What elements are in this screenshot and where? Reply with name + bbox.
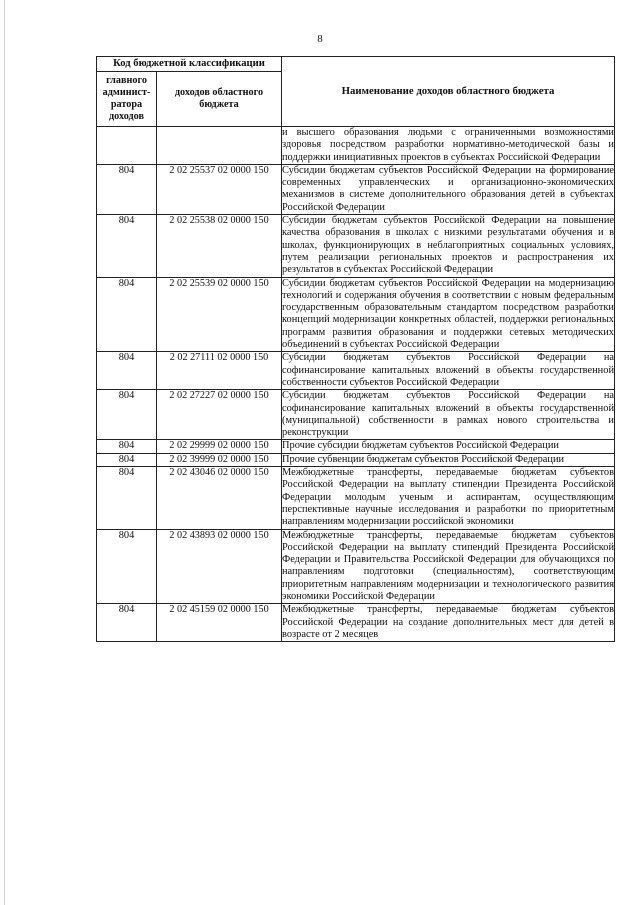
income-code-cell: 2 02 39999 02 0000 150 bbox=[157, 453, 282, 466]
income-name-cell: Прочие субсидии бюджетам субъектов Российской Федерации bbox=[282, 440, 615, 453]
table-row bbox=[97, 467, 615, 529]
table-row bbox=[97, 390, 615, 440]
income-code-cell: 2 02 43046 02 0000 150 bbox=[157, 467, 282, 529]
header-income-name: Наименование доходов областного бюджета bbox=[282, 57, 615, 127]
table-row bbox=[97, 604, 615, 642]
income-code-cell bbox=[157, 127, 282, 165]
header-regional-income: доходов областного бюджета bbox=[157, 72, 282, 127]
table-row bbox=[97, 440, 615, 453]
income-code-cell: 2 02 29999 02 0000 150 bbox=[157, 440, 282, 453]
budget-classification-table bbox=[96, 56, 615, 642]
income-name-cell: Межбюджетные трансферты, передаваемые бюджетам субъектов Российской Федерации на выплату стипендии Президента Российской Федерации молодым ученым и аспирантам, осуществляющим перспективные научные исследования и разработки по приоритетным направлениям модернизации российской экономики bbox=[282, 467, 614, 528]
income-name-cell: Субсидии бюджетам субъектов Российской Федерации на софинансирование капитальных вложений в объекты государственной (муниципальной) собственности в рамках нового строительства и реконструкции bbox=[282, 390, 614, 439]
admin-code-cell bbox=[97, 127, 157, 165]
admin-code-cell: 804 bbox=[97, 164, 157, 214]
income-name-cell: и высшего образования людьми с ограниченными возможностями здоровья посредством разработки нормативно-методической базы и поддержки инициативных проектов в субъектах Российской Федерации bbox=[282, 127, 614, 163]
table-row bbox=[97, 277, 615, 352]
admin-code-cell: 804 bbox=[97, 453, 157, 466]
income-name-cell: Субсидии бюджетам субъектов Российской Федерации на формирование современных управленческих и организационно-экономических механизмов в системе дополнительного образования детей в субъектах Российской Федерации bbox=[282, 164, 614, 213]
income-name-cell: Межбюджетные трансферты, передаваемые бюджетам субъектов Российской Федерации на выплату стипендий Президента Российской Федерации и Правительства Российской Федерации для обучающихся по направлениям подготовки (специальностям), соответствующим приоритетным направлениям модернизации и технологического развития экономики Российской Федерации bbox=[282, 529, 614, 602]
table-row bbox=[97, 215, 615, 277]
income-code-cell: 2 02 27227 02 0000 150 bbox=[157, 390, 282, 440]
admin-code-cell: 804 bbox=[97, 215, 157, 277]
admin-code-cell: 804 bbox=[97, 352, 157, 390]
admin-code-cell: 804 bbox=[97, 467, 157, 529]
table-row bbox=[97, 127, 615, 165]
table-row bbox=[97, 164, 615, 214]
income-code-cell: 2 02 25538 02 0000 150 bbox=[157, 215, 282, 277]
income-code-cell: 2 02 45159 02 0000 150 bbox=[157, 604, 282, 642]
income-name-cell: Субсидии бюджетам субъектов Российской Федерации на модернизацию технологий и содержания обучения в соответствии с новым федеральным государственным образовательным стандартом посредством разработки концепций модернизации конкретных областей, поддержки региональных программ развития образования и поддержки сетевых методических объединений в субъектах Российской Федерации bbox=[282, 277, 614, 351]
income-name-cell: Межбюджетные трансферты, передаваемые бюджетам субъектов Российской Федерации на создание дополнительных мест для детей в возрасте от 2 месяцев bbox=[282, 604, 614, 640]
admin-code-cell: 804 bbox=[97, 604, 157, 642]
page-number: 8 bbox=[317, 33, 323, 45]
table-row bbox=[97, 453, 615, 466]
income-code-cell: 2 02 25537 02 0000 150 bbox=[157, 164, 282, 214]
income-code-cell: 2 02 25539 02 0000 150 bbox=[157, 277, 282, 352]
income-name-cell: Субсидии бюджетам субъектов Российской Федерации на повышение качества образования в школах с низкими результатами обучения и в школах, функционирующих в неблагоприятных социальных условиях, путем реализации региональных проектов и распространения их результатов в субъектах Российской Федерации bbox=[282, 215, 614, 276]
admin-code-cell: 804 bbox=[97, 440, 157, 453]
admin-code-cell: 804 bbox=[97, 277, 157, 352]
table-row bbox=[97, 529, 615, 604]
header-main-administrator: главного админист-ратора доходов bbox=[97, 72, 157, 127]
admin-code-cell: 804 bbox=[97, 390, 157, 440]
income-name-cell: Субсидии бюджетам субъектов Российской Федерации на софинансирование капитальных вложений в объекты государственной собственности субъектов Российской Федерации bbox=[282, 352, 614, 388]
income-name-cell: Прочие субвенции бюджетам субъектов Российской Федерации bbox=[282, 453, 615, 466]
income-code-cell: 2 02 27111 02 0000 150 bbox=[157, 352, 282, 390]
header-classification-code: Код бюджетной классификации bbox=[97, 57, 282, 72]
table-row bbox=[97, 352, 615, 390]
admin-code-cell: 804 bbox=[97, 529, 157, 604]
income-code-cell: 2 02 43893 02 0000 150 bbox=[157, 529, 282, 604]
scan-margin-line bbox=[4, 0, 5, 905]
